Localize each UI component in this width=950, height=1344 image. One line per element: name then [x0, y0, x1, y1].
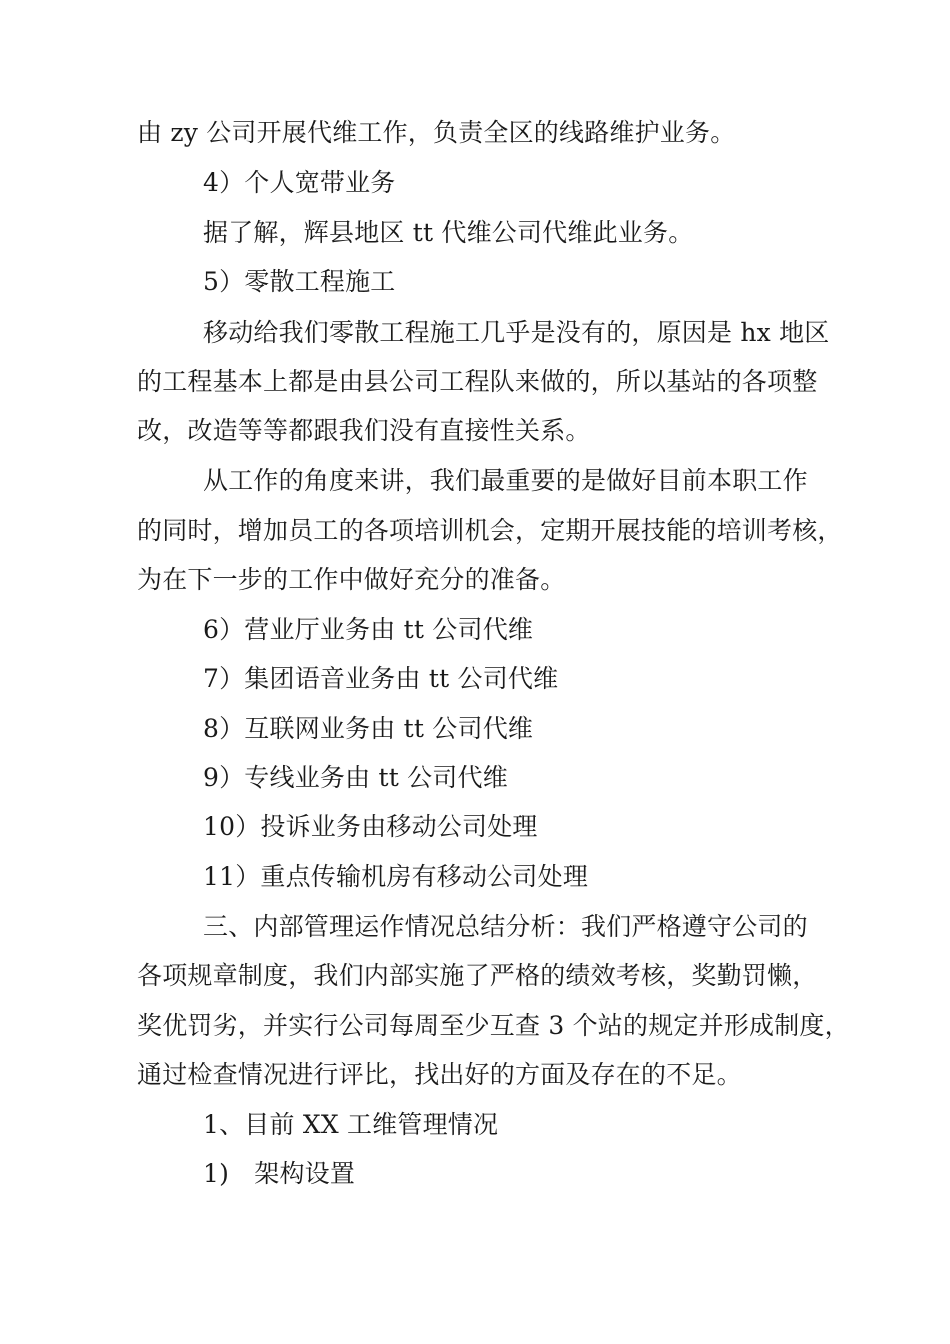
list-item-group-voice: 7）集团语音业务由 tt 公司代维: [203, 664, 559, 693]
paragraph-line-19: 奖优罚劣，并实行公司每周至少互查 3 个站的规定并形成制度，: [137, 1011, 850, 1040]
list-item-complaints: 10）投诉业务由移动公司处理: [203, 812, 538, 841]
list-item-transmission-room: 11）重点传输机房有移动公司处理: [203, 862, 589, 891]
paragraph-line-10: 为在下一步的工作中做好充分的准备。: [137, 565, 566, 594]
section-heading-internal-management: 三、内部管理运作情况总结分析：我们严格遵守公司的: [203, 912, 808, 941]
paragraph-line-9: 的同时，增加员工的各项培训机会，定期开展技能的培训考核，: [137, 516, 843, 545]
subheading-structure-setup: 1) 架构设置: [203, 1159, 356, 1188]
paragraph-line-7: 改，改造等等都跟我们没有直接性关系。: [137, 416, 591, 445]
paragraph-line-3: 据了解，辉县地区 tt 代维公司代维此业务。: [203, 218, 694, 247]
list-item-internet: 8）互联网业务由 tt 公司代维: [203, 714, 534, 743]
list-item-dedicated-line: 9）专线业务由 tt 公司代维: [203, 763, 508, 792]
paragraph-line-20: 通过检查情况进行评比，找出好的方面及存在的不足。: [137, 1060, 742, 1089]
paragraph-line-8: 从工作的角度来讲，我们最重要的是做好目前本职工作: [203, 466, 808, 495]
list-item-personal-broadband: 4）个人宽带业务: [203, 168, 396, 197]
paragraph-line-1: 由 zy 公司开展代维工作，负责全区的线路维护业务。: [137, 118, 736, 147]
list-item-scattered-construction: 5）零散工程施工: [203, 267, 396, 296]
paragraph-line-6: 的工程基本上都是由县公司工程队来做的，所以基站的各项整: [137, 367, 818, 396]
subheading-maintenance-status: 1、目前 XX 工维管理情况: [203, 1110, 499, 1139]
paragraph-line-18: 各项规章制度，我们内部实施了严格的绩效考核，奖勤罚懒，: [137, 961, 818, 990]
list-item-business-hall: 6）营业厅业务由 tt 公司代维: [203, 615, 534, 644]
paragraph-line-5: 移动给我们零散工程施工几乎是没有的，原因是 hx 地区: [203, 318, 830, 347]
